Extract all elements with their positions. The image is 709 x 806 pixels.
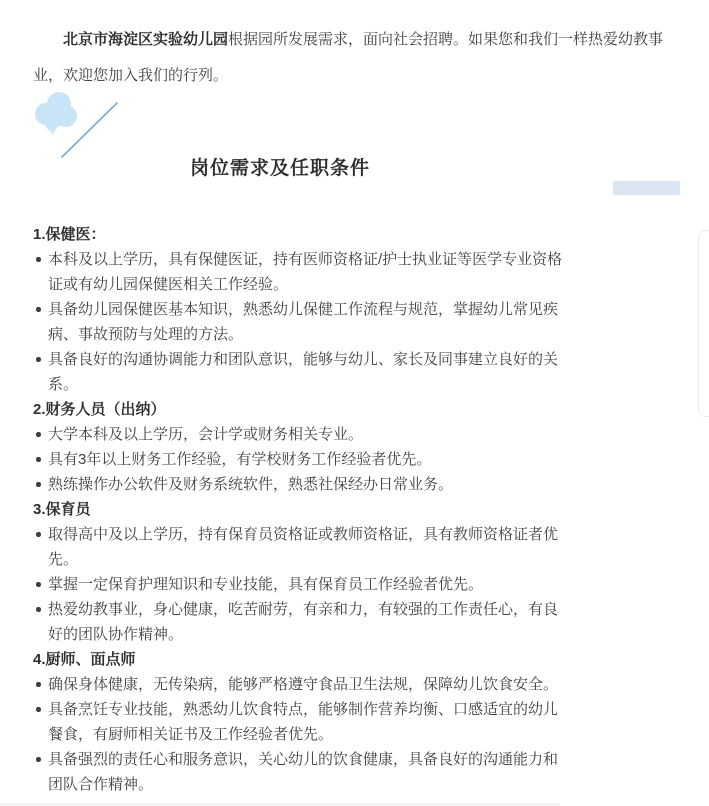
job-requirement-item bbox=[0, 672, 563, 697]
job-requirement-item bbox=[0, 347, 563, 397]
job-section-heading: 3.保育员 bbox=[33, 501, 91, 518]
job-requirement-item bbox=[0, 522, 563, 572]
job-requirement-item bbox=[0, 297, 563, 347]
requirement-text: 掌握一定保育护理知识和专业技能，具有保育员工作经验者优先。 bbox=[48, 576, 484, 593]
job-requirement-item bbox=[0, 447, 563, 472]
bullet-dot-icon bbox=[36, 357, 41, 362]
bullet-dot-icon bbox=[36, 482, 41, 487]
requirement-text: 具备强烈的责任心和服务意识，关心幼儿的饮食健康，具备良好的沟通能力和团队合作精神。 bbox=[48, 751, 559, 793]
requirement-text: 具备良好的沟通协调能力和团队意识，能够与幼儿、家长及同事建立良好的关系。 bbox=[48, 351, 559, 393]
requirement-text: 确保身体健康，无传染病，能够严格遵守食品卫生法规，保障幼儿饮食安全。 bbox=[48, 676, 559, 693]
job-section-heading: 2.财务人员（出纳） bbox=[33, 401, 166, 418]
job-requirement-item bbox=[0, 697, 563, 747]
requirement-text: 具备烹饪专业技能，熟悉幼儿饮食特点，能够制作营养均衡、口感适宜的幼儿餐食，有厨师相关证书及工作经验者优先。 bbox=[48, 701, 559, 743]
requirement-text: 取得高中及以上学历，持有保育员资格证或教师资格证，具有教师资格证者优先。 bbox=[48, 526, 559, 568]
accent-bar bbox=[613, 181, 680, 195]
bullet-dot-icon bbox=[36, 257, 41, 262]
requirement-text: 熟练操作办公软件及财务系统软件，熟悉社保经办日常业务。 bbox=[48, 476, 454, 493]
bullet-dot-icon bbox=[36, 307, 41, 312]
job-requirement-item bbox=[0, 247, 563, 297]
requirement-text: 具有3年以上财务工作经验，有学校财务工作经验者优先。 bbox=[48, 451, 432, 468]
diagonal-line bbox=[62, 103, 117, 157]
right-edge-panel bbox=[698, 230, 709, 417]
job-requirement-item bbox=[0, 422, 563, 447]
bullet-dot-icon bbox=[36, 682, 41, 687]
job-requirement-item bbox=[0, 572, 563, 597]
requirement-text: 具备幼儿园保健医基本知识，熟悉幼儿保健工作流程与规范，掌握幼儿常见疾病、事故预防与处理的方法。 bbox=[48, 301, 559, 343]
cloud-icon bbox=[28, 92, 124, 162]
requirement-text: 大学本科及以上学历，会计学或财务相关专业。 bbox=[48, 426, 364, 443]
requirement-text: 热爱幼教事业，身心健康，吃苦耐劳，有亲和力，有较强的工作责任心，有良好的团队协作精神。 bbox=[48, 601, 559, 643]
job-section-heading: 4.厨师、面点师 bbox=[33, 651, 136, 668]
bullet-dot-icon bbox=[36, 457, 41, 462]
org-name: 北京市海淀区实验幼儿园 bbox=[63, 31, 229, 48]
bullet-dot-icon bbox=[36, 582, 41, 587]
job-requirement-item bbox=[0, 597, 563, 647]
job-requirement-list bbox=[0, 247, 709, 397]
job-requirement-list bbox=[0, 672, 709, 797]
job-requirement-list bbox=[0, 422, 709, 497]
bullet-dot-icon bbox=[36, 432, 41, 437]
job-requirement-item bbox=[0, 747, 563, 797]
page-title: 岗位需求及任职条件 bbox=[190, 158, 371, 179]
requirement-text: 本科及以上学历，具有保健医证，持有医师资格证/护士执业证等医学专业资格证或有幼儿园保健医相关工作经验。 bbox=[48, 251, 563, 293]
job-section-heading: 1.保健医： bbox=[33, 226, 106, 243]
job-requirement-item bbox=[0, 472, 563, 497]
job-requirement-list bbox=[0, 522, 709, 647]
bullet-dot-icon bbox=[36, 607, 41, 612]
intro-paragraph bbox=[0, 0, 709, 94]
bullet-dot-icon bbox=[36, 757, 41, 762]
intro-text: 根据园所发展需求，面向社会招聘。如果您和我们一样热爱幼教事业，欢迎您加入我们的行列。 bbox=[33, 31, 664, 84]
bullet-dot-icon bbox=[36, 532, 41, 537]
job-sections bbox=[0, 222, 709, 797]
bullet-dot-icon bbox=[36, 707, 41, 712]
